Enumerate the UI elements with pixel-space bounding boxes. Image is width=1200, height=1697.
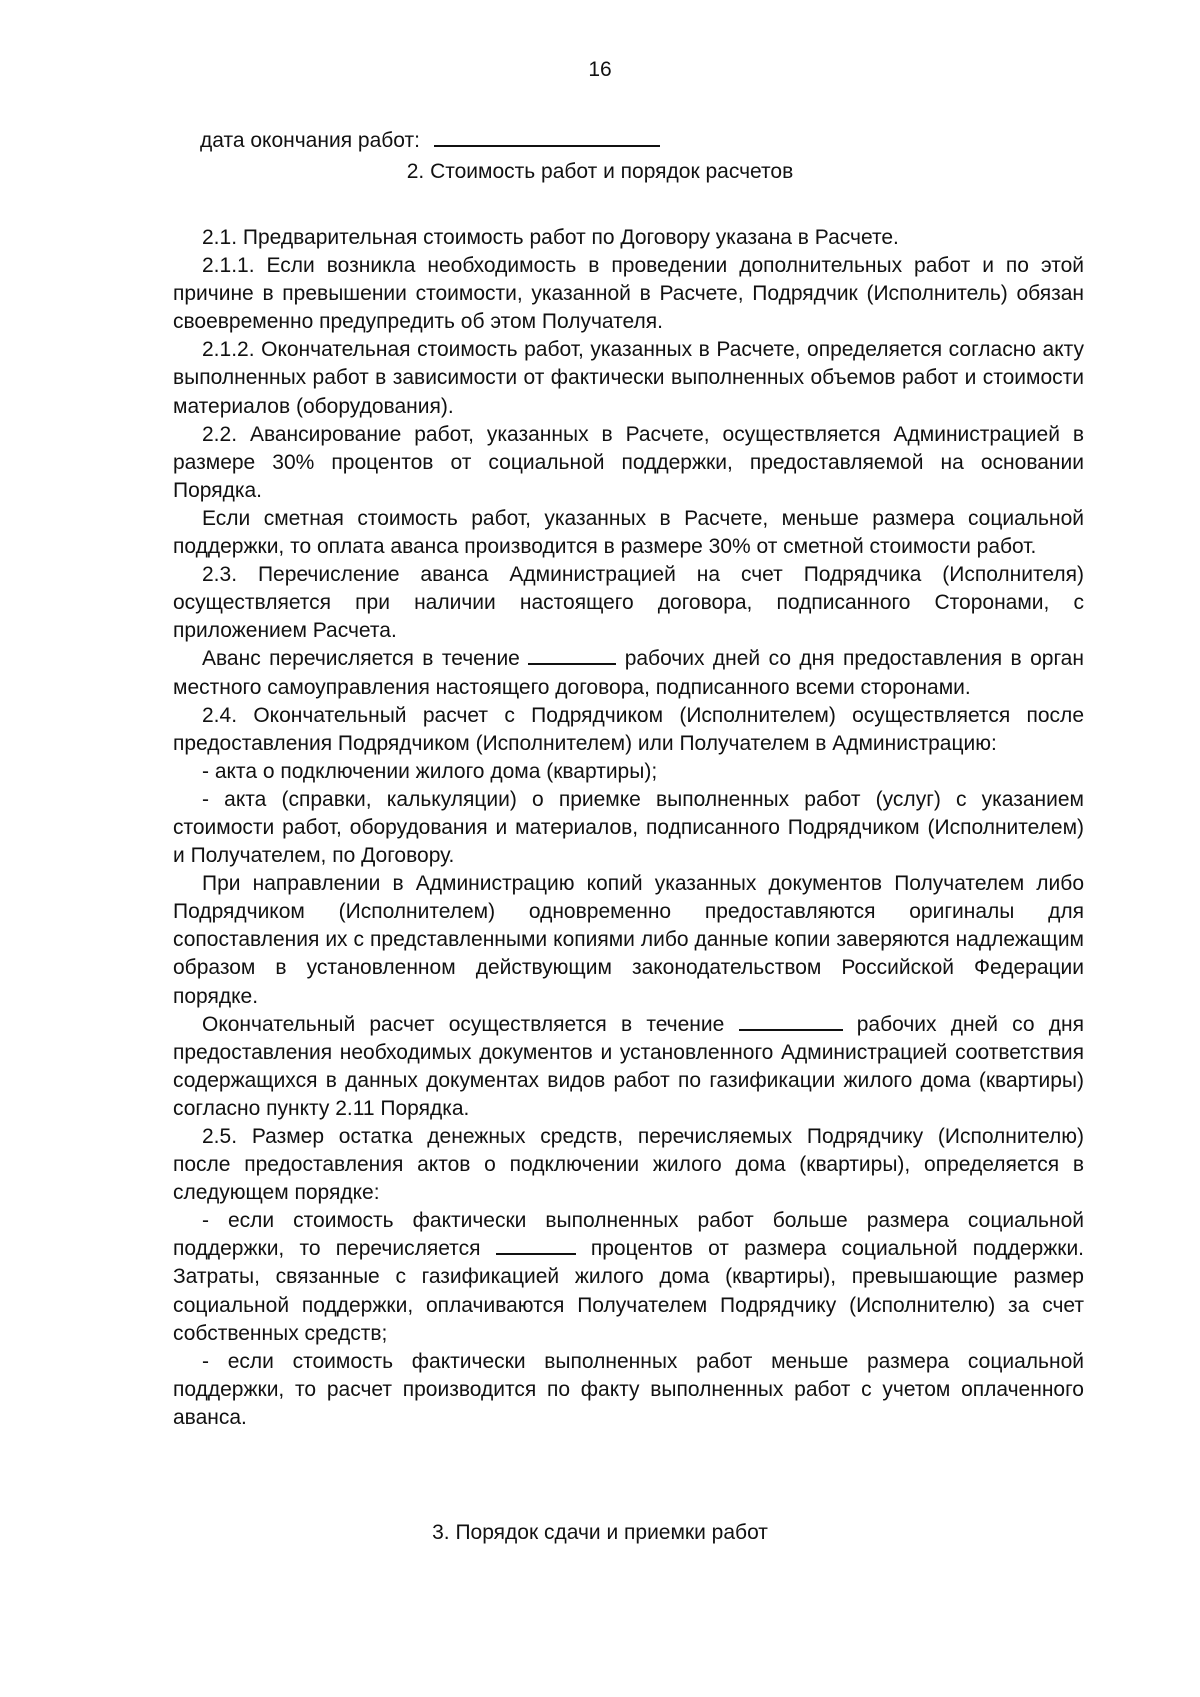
- paragraph-2-4-b: - акта (справки, калькуляции) о приемке выполненных работ (услуг) с указанием стоимости работ, оборудования и материалов, подписанного Подрядчиком (Исполнителем) и Получателем, по Договору.: [173, 787, 1084, 868]
- remainder-text-cont: процентов от размера социальной поддержки. Затраты, связанные с газификацией жилого дома (квартиры), превышающие размер социальной поддержки, оплачиваются Получателем Подрядчику (Исполнителю) за счет собственных средств;: [173, 1237, 1085, 1345]
- remainder-text: - если стоимость фактически выполненных работ больше размера социальной поддержки, то перечисляется: [173, 1209, 1084, 1261]
- section-2-title: 2. Стоимость работ и порядок расчетов: [406, 160, 794, 183]
- paragraph-2-5-a: [173, 1207, 1084, 1347]
- paragraph-2-1: 2.1. Предварительная стоимость работ по Договору указана в Расчете.: [202, 226, 899, 249]
- end-date-label: дата окончания работ:: [200, 129, 420, 152]
- end-date-line: [200, 127, 660, 153]
- paragraph-2-2-b: Если сметная стоимость работ, указанных в Расчете, меньше размера социальной поддержки, то оплата аванса производится в размере 30% от сметной стоимости работ.: [173, 506, 1084, 559]
- section-3-title: 3. Порядок сдачи и приемки работ: [432, 1521, 768, 1544]
- paragraph-2-4-d: [173, 1011, 1084, 1123]
- section-2-body: [173, 224, 1084, 1432]
- paragraph-2-5-b: - если стоимость фактически выполненных работ меньше размера социальной поддержки, то расчет производится по факту выполненных работ с учетом оплаченного аванса.: [173, 1349, 1084, 1429]
- page-number: 16: [588, 58, 612, 81]
- final-payment-days-blank: [739, 1011, 843, 1031]
- final-payment-text: Окончательный расчет осуществляется в течение: [202, 1012, 725, 1036]
- paragraph-2-4-a: - акта о подключении жилого дома (квартиры);: [202, 759, 658, 783]
- advance-term-text-cont: рабочих дней со дня предоставления в орган местного самоуправления настоящего договора, подписанного всеми сторонами.: [173, 647, 1084, 699]
- paragraph-2-4: 2.4. Окончательный расчет с Подрядчиком (Исполнителем) осуществляется после предоставления Подрядчиком (Исполнителем) или Получателем в Администрацию:: [173, 703, 1084, 755]
- paragraph-2-4-c: При направлении в Администрацию копий указанных документов Получателем либо Подрядчиком (Исполнителем) одновременно предоставляются оригиналы для сопоставления их с представленными копиями либо данные копии заверяются надлежащим образом в установленном действующим законодательством Российской Федерации порядке.: [173, 872, 1084, 1008]
- paragraph-2-1-2: 2.1.2. Окончательная стоимость работ, указанных в Расчете, определяется согласно акту выполненных работ в зависимости от фактически выполненных объемов работ и стоимости материалов (оборудования).: [173, 338, 1084, 418]
- remainder-percent-blank: [496, 1235, 576, 1255]
- paragraph-2-3-b: [173, 645, 1084, 701]
- advance-days-blank: [528, 645, 616, 665]
- end-date-blank-field: [434, 127, 660, 147]
- advance-term-text: Аванс перечисляется в течение: [202, 647, 520, 671]
- final-payment-text-cont: рабочих дней со дня предоставления необходимых документов и установленного Администрацией соответствия содержащихся в данных документах видов работ по газификации жилого дома (квартиры) согласно пункту 2.11 Порядка.: [173, 1012, 1084, 1120]
- paragraph-2-1-1: 2.1.1. Если возникла необходимость в проведении дополнительных работ и по этой причине в превышении стоимости, указанной в Расчете, Подрядчик (Исполнитель) обязан своевременно предупредить об этом Получателя.: [173, 254, 1084, 334]
- paragraph-2-3: 2.3. Перечисление аванса Администрацией на счет Подрядчика (Исполнителя) осуществляется при наличии настоящего договора, подписанного Сторонами, с приложением Расчета.: [173, 563, 1084, 643]
- paragraph-2-2: 2.2. Авансирование работ, указанных в Расчете, осуществляется Администрацией в размере 30% процентов от социальной поддержки, предоставляемой на основании Порядка.: [173, 422, 1084, 502]
- paragraph-2-5: 2.5. Размер остатка денежных средств, перечисляемых Подрядчику (Исполнителю) после предоставления актов о подключении жилого дома (квартиры), определяется в следующем порядке:: [173, 1125, 1084, 1205]
